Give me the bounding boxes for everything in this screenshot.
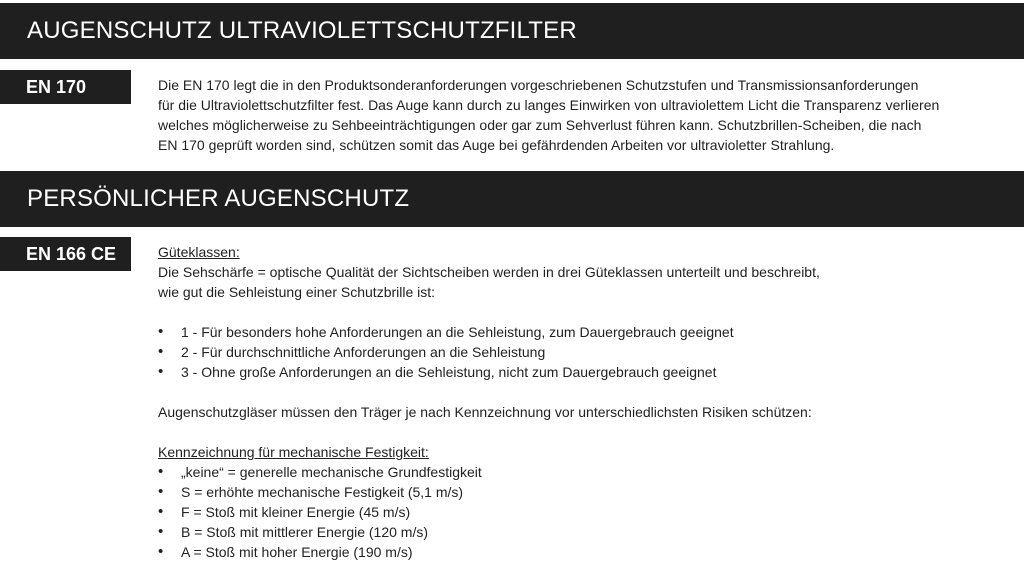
guete-intro-line: wie gut die Sehleistung einer Schutzbrille ist: <box>158 284 436 300</box>
en170-line: Die EN 170 legt die in den Produktsonderanforderungen vorgeschriebenen Schutzstufen und Transmissionsanforderungen <box>158 77 919 93</box>
guete-heading: Güteklassen: <box>158 244 240 260</box>
en170-description <box>158 75 939 155</box>
en170-line: EN 170 geprüft worden sind, schützen somit das Auge bei gefährdenden Arbeiten vor ultravioletter Strahlung. <box>158 137 835 153</box>
mech-list-item: • „keine“ = generelle mechanische Grundfestigkeit <box>158 462 820 482</box>
guete-list-item: • 3 - Ohne große Anforderungen an die Sehleistung, nicht zum Dauergebrauch geeignet <box>158 362 820 382</box>
section-title-uv-filter: AUGENSCHUTZ ULTRAVIOLETTSCHUTZFILTER <box>0 3 1024 59</box>
standard-tag-en166: EN 166 CE <box>0 237 131 271</box>
en166-content <box>158 242 820 562</box>
guete-list-item: • 2 - Für durchschnittliche Anforderungen an die Sehleistung <box>158 342 820 362</box>
mech-list-item: • A = Stoß mit hoher Energie (190 m/s) <box>158 542 820 562</box>
guete-list <box>158 322 820 382</box>
mech-list-item: • B = Stoß mit mittlerer Energie (120 m/s) <box>158 522 820 542</box>
mech-heading: Kennzeichnung für mechanische Festigkeit: <box>158 444 429 460</box>
en170-line: welches möglicherweise zu Sehbeeinträchtigungen oder gar zum Sehverlust führen kann. Schutzbrillen-Scheiben, die nach <box>158 117 922 133</box>
guete-intro-line: Die Sehschärfe = optische Qualität der Sichtscheiben werden in drei Güteklassen unterteilt und beschreibt, <box>158 264 820 280</box>
mech-list-item: • F = Stoß mit kleiner Energie (45 m/s) <box>158 502 820 522</box>
mech-list <box>158 462 820 562</box>
en170-line: für die Ultraviolettschutzfilter fest. Das Auge kann durch zu langes Einwirken von ultraviolettem Licht die Transparenz verlieren <box>158 97 940 113</box>
section-title-personal-eye-protection: PERSÖNLICHER AUGENSCHUTZ <box>0 171 1024 227</box>
risk-text: Augenschutzgläser müssen den Träger je nach Kennzeichnung vor unterschiedlichsten Risiken schützen: <box>158 404 812 420</box>
guete-list-item: • 1 - Für besonders hohe Anforderungen an die Sehleistung, zum Dauergebrauch geeignet <box>158 322 820 342</box>
mech-list-item: • S = erhöhte mechanische Festigkeit (5,1 m/s) <box>158 482 820 502</box>
standard-tag-en170: EN 170 <box>0 70 131 104</box>
